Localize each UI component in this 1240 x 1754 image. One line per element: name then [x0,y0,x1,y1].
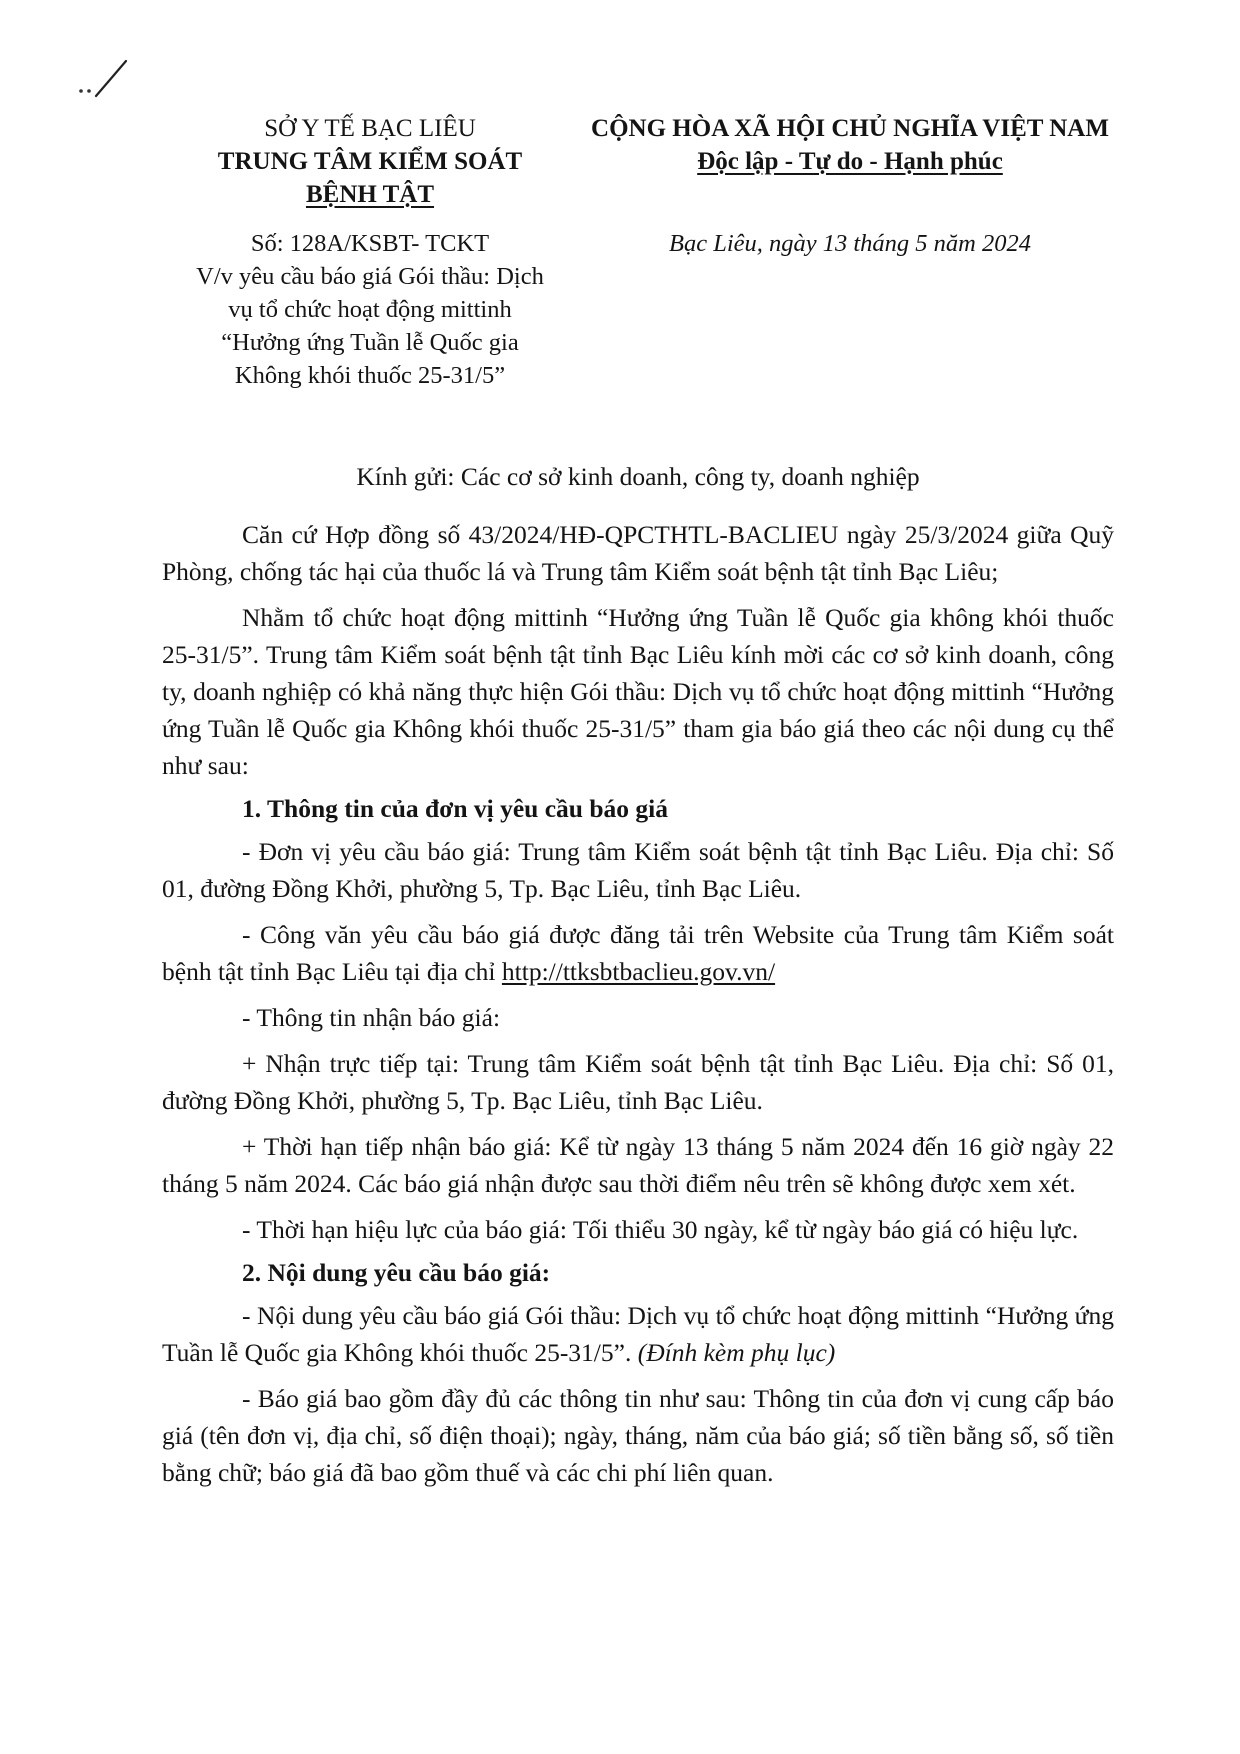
website-link[interactable]: http://ttksbtbaclieu.gov.vn/ [501,957,776,986]
document-body [162,458,1114,1500]
section-heading-2: 2. Nội dung yêu cầu báo giá: [242,1258,551,1287]
paragraph-deadline: + Thời hạn tiếp nhận báo giá: Kể từ ngày 13 tháng 5 năm 2024 đến 16 giờ ngày 22 tháng 5 năm 2024. Các báo giá nhận được sau thời điểm nêu trên sẽ không được xem xét. [162,1132,1114,1198]
issuer-block [130,112,610,392]
parent-agency: SỞ Y TẾ BẠC LIÊU [264,115,476,142]
paragraph-request-content: - Nội dung yêu cầu báo giá Gói thầu: Dịch vụ tổ chức hoạt động mittinh “Hưởng ứng Tuần lễ Quốc gia Không khói thuốc 25-31/5”. (Đính kèm phụ lục) [162,1301,1114,1367]
paragraph-requester: - Đơn vị yêu cầu báo giá: Trung tâm Kiểm soát bệnh tật tỉnh Bạc Liêu. Địa chỉ: Số 01, đường Đồng Khởi, phường 5, Tp. Bạc Liêu, tỉnh Bạc Liêu. [162,837,1114,903]
issuer-name: TRUNG TÂM KIỂM SOÁT [217,148,523,175]
paragraph-receiving-place: + Nhận trực tiếp tại: Trung tâm Kiểm soát bệnh tật tỉnh Bạc Liêu. Địa chỉ: Số 01, đường Đồng Khởi, phường 5, Tp. Bạc Liêu, tỉnh Bạc Liêu. [162,1049,1114,1115]
issue-date: Bạc Liêu, ngày 13 tháng 5 năm 2024 [668,230,1032,257]
subject-line-2: vụ tổ chức hoạt động mittinh [228,296,512,323]
paragraph-website: - Công văn yêu cầu báo giá được đăng tải trên Website của Trung tâm Kiểm soát bệnh tật tỉnh Bạc Liêu tại địa chỉ http://ttksbtbaclieu.gov.vn/ [162,920,1114,986]
recipient-line: Kính gửi: Các cơ sở kinh doanh, công ty, doanh nghiệp [356,462,920,491]
section-heading-1: 1. Thông tin của đơn vị yêu cầu báo giá [242,794,669,823]
document-header [0,112,1240,412]
handwritten-mark [76,58,136,98]
national-motto-block [560,112,1140,260]
subject-line-1: V/v yêu cầu báo giá Gói thầu: Dịch [196,263,544,290]
subject-line-4: Không khói thuốc 25-31/5” [234,362,506,389]
document-number: Số: 128A/KSBT- TCKT [250,230,490,257]
paragraph-quote-requirements: - Báo giá bao gồm đầy đủ các thông tin như sau: Thông tin của đơn vị cung cấp báo giá (tên đơn vị, địa chỉ, số điện thoại); ngày, tháng, năm của báo giá; số tiền bằng số, số tiền bằng chữ; báo giá đã bao gồm thuế và các chi phí liên quan. [162,1384,1114,1487]
national-title: CỘNG HÒA XÃ HỘI CHỦ NGHĨA VIỆT NAM [591,115,1109,142]
paragraph-validity: - Thời hạn hiệu lực của báo giá: Tối thiểu 30 ngày, kể từ ngày báo giá có hiệu lực. [242,1215,1079,1244]
attachment-note: (Đính kèm phụ lục) [637,1338,836,1367]
paragraph-purpose: Nhằm tổ chức hoạt động mittinh “Hưởng ứng Tuần lễ Quốc gia không khói thuốc 25-31/5”. Trung tâm Kiểm soát bệnh tật tỉnh Bạc Liêu kính mời các cơ sở kinh doanh, công ty, doanh nghiệp có khả năng thực hiện Gói thầu: Dịch vụ tổ chức hoạt động mittinh “Hưởng ứng Tuần lễ Quốc gia Không khói thuốc 25-31/5” tham gia báo giá theo các nội dung cụ thể như sau: [162,603,1114,780]
subject-line-3: “Hưởng ứng Tuần lễ Quốc gia [221,329,519,356]
paragraph-basis: Căn cứ Hợp đồng số 43/2024/HĐ-QPCTHTL-BACLIEU ngày 25/3/2024 giữa Quỹ Phòng, chống tác hại của thuốc lá và Trung tâm Kiểm soát bệnh tật tỉnh Bạc Liêu; [162,520,1114,586]
paragraph-receiving-info: - Thông tin nhận báo giá: [242,1003,501,1032]
national-motto: Độc lập - Tự do - Hạnh phúc [697,148,1003,175]
issuer-name-line2: BỆNH TẬT [305,181,435,208]
